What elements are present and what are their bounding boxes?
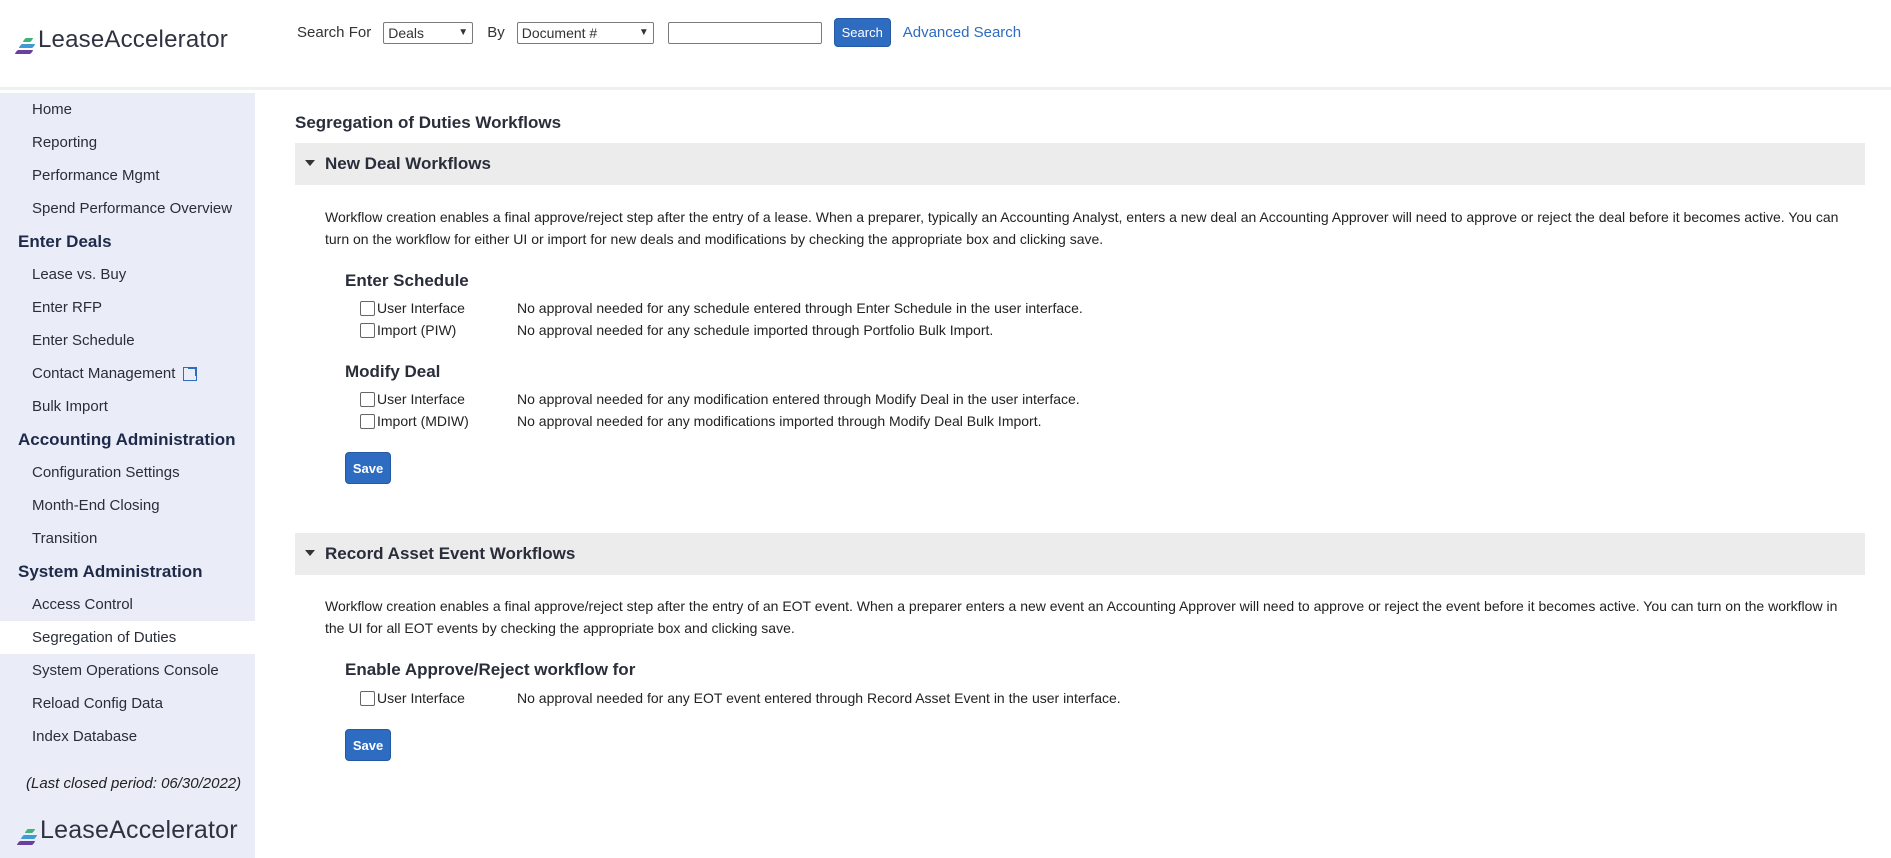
record-asset-ui-checkbox[interactable] xyxy=(360,691,375,706)
sidebar-item-enter-rfp[interactable] xyxy=(0,291,255,324)
option-label: User Interface xyxy=(377,391,465,407)
sidebar-item-transition[interactable] xyxy=(0,522,255,555)
sidebar-section-label: System Administration xyxy=(18,561,203,581)
sidebar-item-spend-performance[interactable] xyxy=(0,192,255,225)
record-asset-description: Workflow creation enables a final approve/reject step after the entry of an EOT event. When a preparer enters a new event an Accounting Approver will need to approve or reject the event before it becomes active. You can turn on the workflow in the UI for all EOT events by checking the appropriate box and clicking save. xyxy=(325,598,1838,636)
record-asset-panel-title: Record Asset Event Workflows xyxy=(325,544,576,563)
search-by-select[interactable] xyxy=(517,22,654,44)
sidebar-section-enter-deals xyxy=(0,225,255,258)
enable-workflow-title: Enable Approve/Reject workflow for xyxy=(345,660,636,679)
sidebar-item-label: Segregation of Duties xyxy=(32,629,177,646)
sidebar-item-label: Enter Schedule xyxy=(32,332,135,349)
sidebar-item-reporting[interactable] xyxy=(0,126,255,159)
sidebar-item-label: Reporting xyxy=(32,134,98,151)
sidebar-item-label: Spend Performance Overview xyxy=(32,200,233,217)
sidebar-nav xyxy=(0,93,255,753)
modify-deal-import-checkbox[interactable] xyxy=(360,414,375,429)
option-description: No approval needed for any modifications imported through Modify Deal Bulk Import. xyxy=(517,413,1042,429)
option-label: Import (PIW) xyxy=(377,322,457,338)
new-deal-save-button[interactable]: Save xyxy=(345,452,391,484)
enter-schedule-ui-checkbox[interactable] xyxy=(360,301,375,316)
option-description: No approval needed for any schedule entered through Enter Schedule in the user interface. xyxy=(517,300,1083,316)
sidebar-item-index-database[interactable] xyxy=(0,720,255,753)
modify-deal-ui-row xyxy=(360,390,1080,408)
sidebar-item-contact-management[interactable] xyxy=(0,357,255,390)
enter-schedule-import-checkbox[interactable] xyxy=(360,323,375,338)
new-deal-panel-title: New Deal Workflows xyxy=(325,154,491,173)
footer-brand-name: LeaseAccelerator xyxy=(40,816,238,844)
sidebar-item-label: Home xyxy=(32,101,73,118)
sidebar-item-month-end-closing[interactable] xyxy=(0,489,255,522)
sidebar-item-label: Performance Mgmt xyxy=(32,167,160,184)
sidebar-item-label: Transition xyxy=(32,530,98,547)
option-description: No approval needed for any schedule imported through Portfolio Bulk Import. xyxy=(517,322,994,338)
option-label: User Interface xyxy=(377,300,465,316)
sidebar-item-label: Month-End Closing xyxy=(32,497,160,514)
search-bar xyxy=(297,18,1021,47)
sidebar-item-label: Reload Config Data xyxy=(32,695,163,712)
caret-down-icon xyxy=(305,160,315,166)
sidebar-item-label: Bulk Import xyxy=(32,398,108,415)
logo-mark-icon xyxy=(16,819,38,845)
search-for-select[interactable] xyxy=(383,22,473,44)
option-label: Import (MDIW) xyxy=(377,413,469,429)
chevron-down-icon: ▼ xyxy=(458,27,469,38)
modify-deal-title: Modify Deal xyxy=(345,362,441,381)
by-label: By xyxy=(487,24,505,41)
enter-schedule-ui-row xyxy=(360,299,1083,317)
search-by-value: Document # xyxy=(521,24,598,41)
sidebar-item-lease-vs-buy[interactable] xyxy=(0,258,255,291)
sidebar-item-segregation-of-duties[interactable] xyxy=(0,621,255,654)
page-title: Segregation of Duties Workflows xyxy=(295,113,562,132)
new-deal-description: Workflow creation enables a final approve/reject step after the entry of a lease. When a preparer, typically an Accounting Analyst, enters a new deal an Accounting Approver will need to approve or reject the deal before it becomes active. You can turn on the workflow for either UI or import for new deals and modifications by checking the appropriate box and clicking save. xyxy=(325,209,1839,247)
search-for-label: Search For xyxy=(297,24,372,41)
sidebar-item-label: Access Control xyxy=(32,596,133,613)
sidebar-section-label: Enter Deals xyxy=(18,231,112,251)
brand-name: LeaseAccelerator xyxy=(38,26,228,53)
sidebar-item-reload-config-data[interactable] xyxy=(0,687,255,720)
enter-schedule-title: Enter Schedule xyxy=(345,271,469,290)
option-label: User Interface xyxy=(377,690,465,706)
sidebar-item-label: Enter RFP xyxy=(32,299,103,316)
search-input[interactable] xyxy=(668,22,822,44)
sidebar xyxy=(0,93,255,858)
chevron-down-icon: ▼ xyxy=(638,27,649,38)
sidebar-item-label: Contact Management xyxy=(32,365,176,382)
brand-logo[interactable] xyxy=(14,26,228,54)
search-button[interactable]: Search xyxy=(834,18,891,47)
advanced-search-link[interactable]: Advanced Search xyxy=(902,24,1022,41)
sidebar-item-label: Configuration Settings xyxy=(32,464,180,481)
sidebar-item-label: Lease vs. Buy xyxy=(32,266,127,283)
footer-brand-logo xyxy=(16,816,238,845)
sidebar-item-home[interactable] xyxy=(0,93,255,126)
record-asset-save-button[interactable]: Save xyxy=(345,729,391,761)
sidebar-section-accounting-admin xyxy=(0,423,255,456)
option-description: No approval needed for any EOT event entered through Record Asset Event in the user interface. xyxy=(517,690,1121,706)
top-header xyxy=(0,0,1891,90)
modify-deal-import-row xyxy=(360,412,1042,430)
sidebar-item-label: System Operations Console xyxy=(32,662,219,679)
sidebar-item-access-control[interactable] xyxy=(0,588,255,621)
sidebar-item-system-operations-console[interactable] xyxy=(0,654,255,687)
sidebar-item-configuration-settings[interactable] xyxy=(0,456,255,489)
sidebar-item-enter-schedule[interactable] xyxy=(0,324,255,357)
record-asset-panel-header[interactable] xyxy=(295,533,1865,575)
new-deal-panel-header[interactable] xyxy=(295,143,1865,185)
option-description: No approval needed for any modification entered through Modify Deal in the user interface. xyxy=(517,391,1080,407)
record-asset-ui-row xyxy=(360,689,1121,707)
modify-deal-ui-checkbox[interactable] xyxy=(360,392,375,407)
sidebar-item-label: Index Database xyxy=(32,728,138,745)
sidebar-section-system-admin xyxy=(0,555,255,588)
enter-schedule-import-row xyxy=(360,321,993,339)
logo-mark-icon xyxy=(14,28,36,54)
caret-down-icon xyxy=(305,550,315,556)
sidebar-section-label: Accounting Administration xyxy=(18,429,236,449)
last-closed-period: (Last closed period: 06/30/2022) xyxy=(26,775,242,792)
external-link-icon xyxy=(183,367,197,381)
sidebar-item-performance-mgmt[interactable] xyxy=(0,159,255,192)
sidebar-item-bulk-import[interactable] xyxy=(0,390,255,423)
search-for-value: Deals xyxy=(388,24,424,41)
